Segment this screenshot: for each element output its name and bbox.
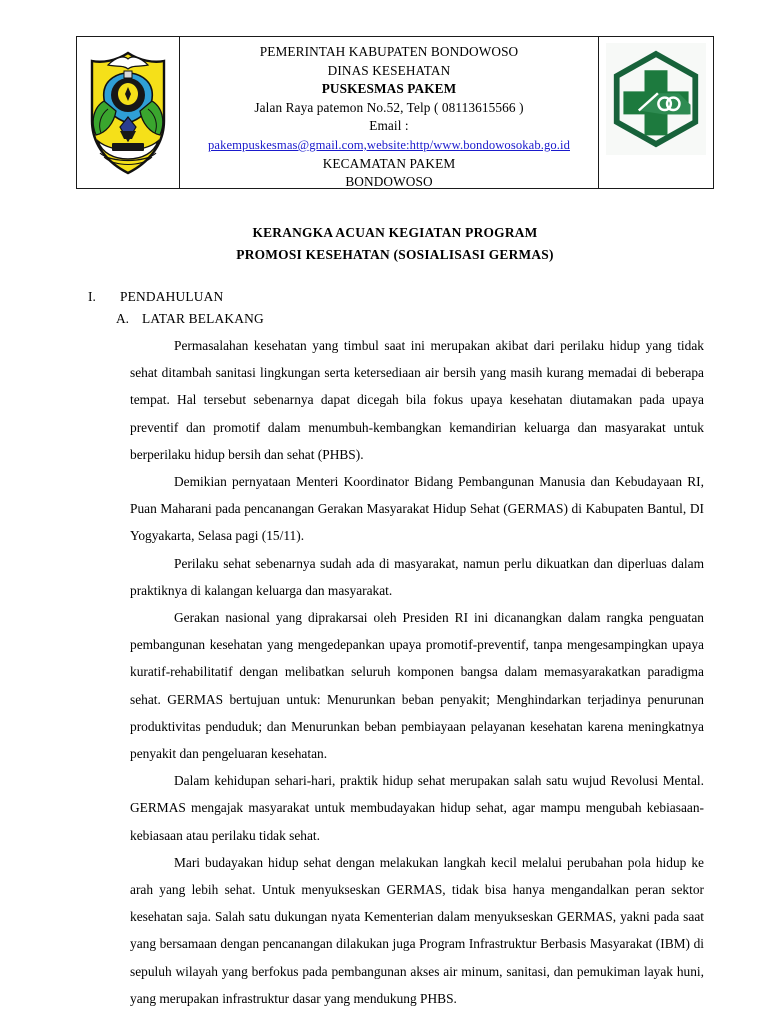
letterhead-email-website-link[interactable]: pakempuskesmas@gmail.com,website:http/www.bondowosokab.go.id	[207, 137, 570, 152]
body-paragraph: Dalam kehidupan sehari-hari, praktik hidup sehat merupakan salah satu wujud Revolusi Mental. GERMAS mengajak masyarakat untuk membudayakan hidup sehat, agar mampu mengubah kebiasaan-kebiasaan atau perilaku tidak sehat.	[130, 773, 704, 843]
letterhead-text-cell	[180, 37, 599, 188]
letterhead-line-1: PEMERINTAH KABUPATEN BONDOWOSO	[259, 44, 519, 59]
letterhead-line-4: Jalan Raya patemon No.52, Telp ( 08113615566 )	[254, 99, 524, 115]
subsection-heading-latar-belakang	[88, 308, 706, 329]
body-paragraph: Perilaku sehat sebenarnya sudah ada di masyarakat, namun perlu dikuatkan dan diperluas dalam praktiknya di kalangan keluarga dan masyarakat.	[130, 555, 704, 598]
puskesmas-hexagon-cross-icon	[606, 43, 706, 155]
letterhead-line-7: KECAMATAN PAKEM	[322, 155, 456, 171]
subsection-title-latar-belakang: LATAR BELAKANG	[142, 311, 264, 326]
document-title-line-1: KERANGKA ACUAN KEGIATAN PROGRAM	[252, 225, 538, 240]
letterhead-right-logo-cell	[599, 37, 713, 188]
letterhead-line-8: BONDOWOSO	[345, 174, 433, 190]
section-number-roman: I.	[88, 289, 96, 304]
letterhead-line-3: PUSKESMAS PAKEM	[321, 81, 457, 97]
letterhead-line-2: DINAS KESEHATAN	[327, 62, 451, 78]
letterhead-table	[76, 36, 714, 189]
body-paragraph: Demikian pernyataan Menteri Koordinator Bidang Pembangunan Manusia dan Kebudayaan RI, Puan Maharani pada pencanangan Gerakan Masyarakat Hidup Sehat (GERMAS) di Kabupaten Bantul, DI Yogyakarta, Selasa pagi (15/11).	[130, 474, 704, 544]
body-paragraph: Gerakan nasional yang diprakarsai oleh Presiden RI ini dicanangkan dalam rangka penguatan pembangunan kesehatan yang mengedepankan upaya promotif-preventif, tanpa mengesampingkan upaya kuratif-rehabilitatif dengan melibatkan seluruh komponen bangsa dalam memasyarakatkan paradigma sehat. GERMAS bertujuan untuk: Menurunkan beban penyakit; Menghindarkan terjadinya penurunan produktivitas penduduk; dan Menurunkan beban pembiayaan pelayanan kesehatan karena meningkatnya penyakit dan pengeluaran kesehatan.	[130, 610, 704, 762]
subsection-number-letter: A.	[116, 311, 130, 326]
document-title-line-2: PROMOSI KESEHATAN (SOSIALISASI GERMAS)	[236, 247, 554, 262]
letterhead-line-5: Email :	[369, 118, 409, 134]
section-title-pendahuluan: PENDAHULUAN	[120, 289, 224, 304]
body-paragraphs	[88, 332, 706, 1012]
document-title	[76, 222, 714, 266]
bondowoso-regency-crest-icon	[84, 49, 172, 177]
body-paragraph: Mari budayakan hidup sehat dengan melakukan langkah kecil melalui perubahan pola hidup ke arah yang lebih sehat. Untuk menyukseskan GERMAS, tidak bisa hanya mengandalkan peran sektor kesehatan saja. Salah satu dukungan nyata Kementerian dalam menyukseskan GERMAS, yakni pada saat yang bersamaan dengan pencanangan dilakukan juga Program Infrastruktur Berbasis Masyarakat (IBM) di sepuluh wilayah yang berfokus pada pembangunan akses air minum, sanitasi, dan pemukiman layak huni, yang merupakan infrastruktur dasar yang mendukung PHBS.	[130, 854, 704, 1006]
body-paragraph: Permasalahan kesehatan yang timbul saat ini merupakan akibat dari perilaku hidup yang tidak sehat ditambah sanitasi lingkungan serta ketersediaan air bersih yang masih kurang memadai di beberapa tempat. Hal tersebut sebenarnya dapat dicegah bila fokus upaya kesehatan diutamakan pada upaya preventif dan promotif dalam menumbuh-kembangkan kemandirian keluarga dan masyarakat untuk berperilaku hidup bersih dan sehat (PHBS).	[130, 338, 704, 462]
document-content	[88, 286, 706, 1012]
section-heading-pendahuluan	[88, 286, 706, 307]
letterhead-left-logo-cell	[77, 37, 180, 188]
